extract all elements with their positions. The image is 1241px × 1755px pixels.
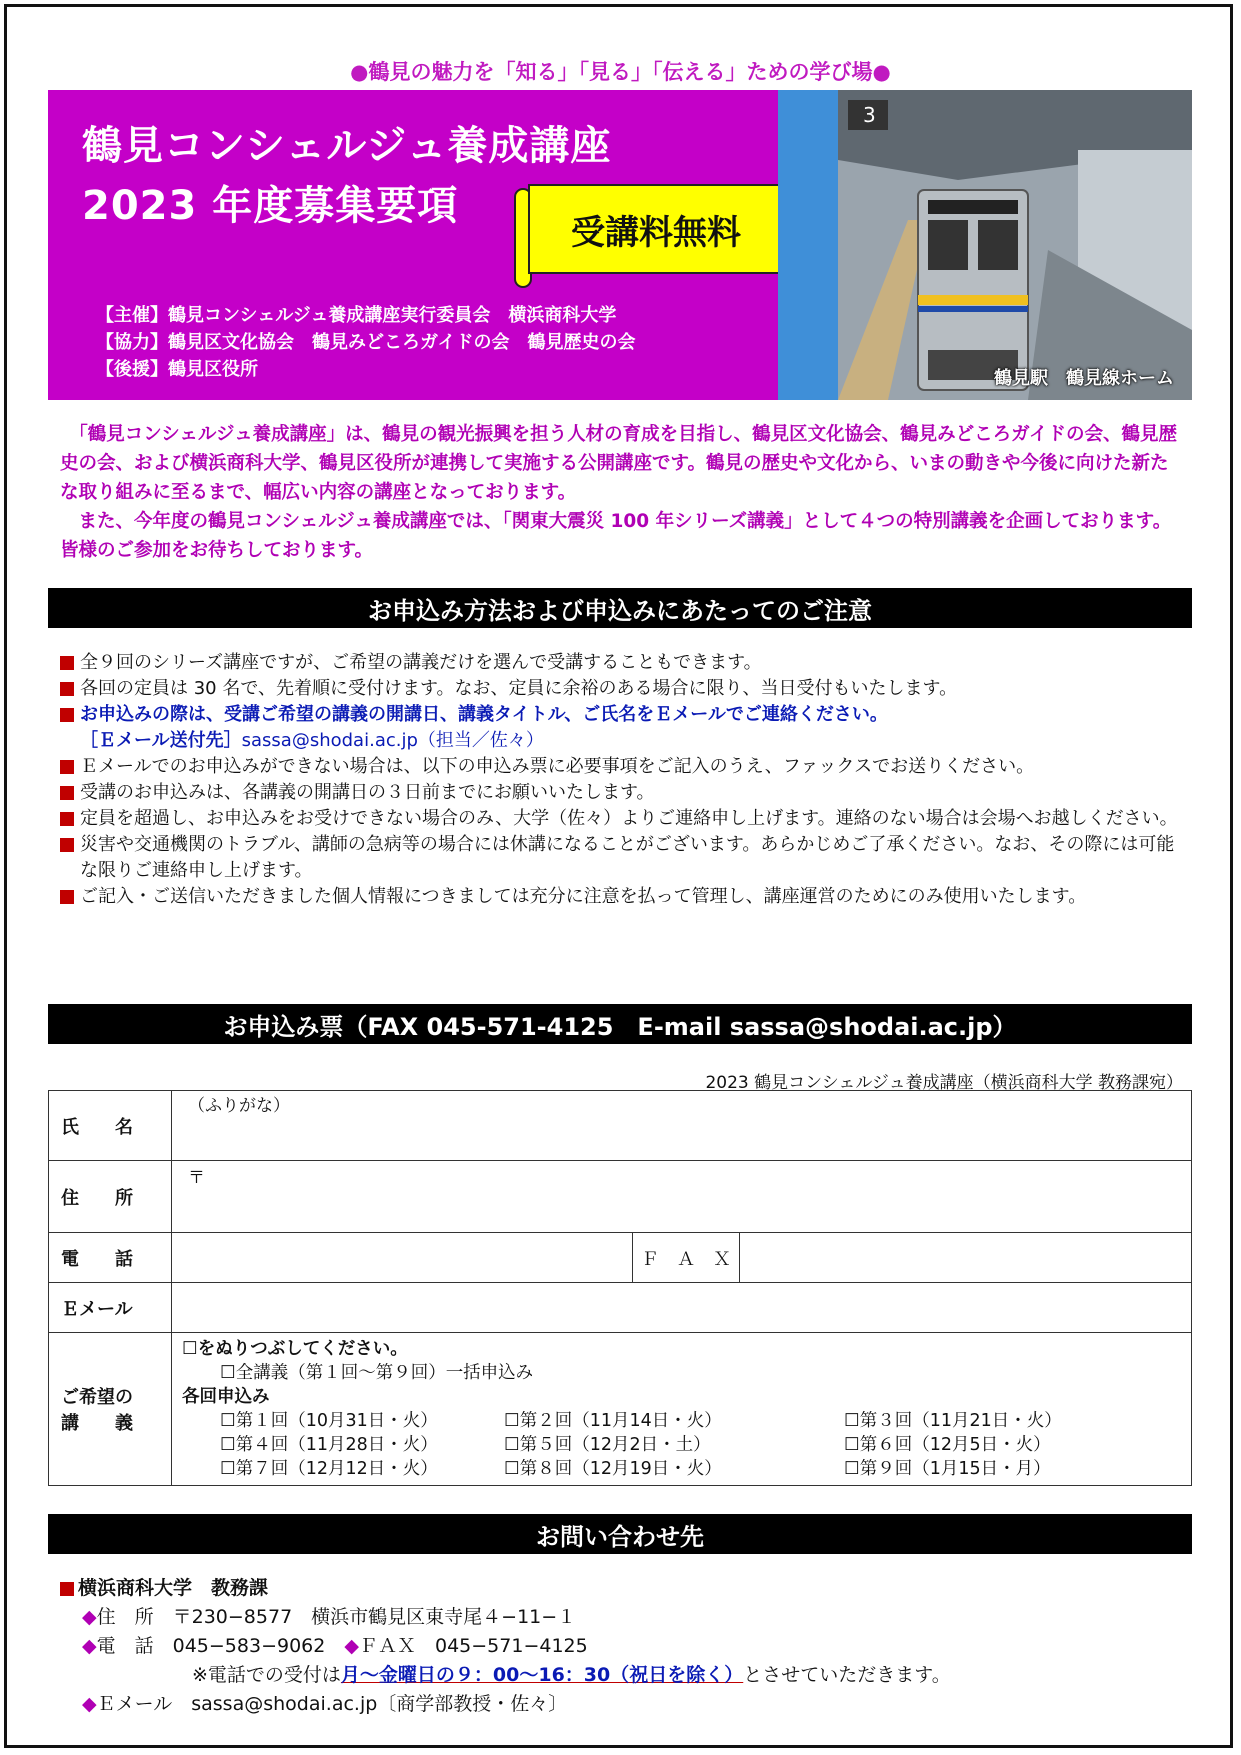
badge-label: 受講料無料 (528, 184, 784, 274)
photo-caption: 鶴見駅 鶴見線ホーム (994, 368, 1174, 389)
note-item: 各回の定員は 30 名で、先着順に受付けます。なお、定員に余裕のある場合に限り、当日受付もいたします。 (60, 676, 1190, 702)
postal-mark: 〒 (188, 1168, 205, 1188)
hours-highlight: 月～金曜日の９：00～16：30（祝日を除く） (340, 1664, 744, 1686)
section-header-form: お申込み票（FAX 045-571-4125 E-mail sassa@shodai.ac.jp） (48, 1004, 1192, 1044)
contact-email-text[interactable]: Ｅメール sassa@shodai.ac.jp〔商学部教授・佐々〕 (96, 1693, 568, 1715)
furigana-label: （ふりがな） (188, 1096, 290, 1116)
station-photo (778, 90, 1192, 400)
name-field[interactable] (172, 1091, 1192, 1161)
note-item: ご記入・ご送信いただきました個人情報につきましては充分に注意を払って管理し、講座運営のためにのみ使用いたします。 (60, 884, 1190, 910)
application-form (48, 1090, 1192, 1486)
course-choice-label: ご希望の 講 義 (49, 1333, 172, 1486)
note-item: 災害や交通機関のトラブル、講師の急病等の場合には休講になることがございます。あらかじめご了承ください。なお、その際には可能な限りご連絡申し上げます。 (60, 832, 1190, 884)
session-row (182, 1433, 1191, 1457)
each-session-label: 各回申込み (182, 1387, 270, 1407)
diamond-bullet-icon: ◆ (344, 1635, 359, 1657)
contact-org: 横浜商科大学 教務課 (60, 1574, 951, 1603)
session-checkbox-3[interactable]: ☐第３回（11月21日・火） (844, 1411, 1062, 1431)
fill-instruction: ☐をぬりつぶしてください。 (182, 1339, 408, 1359)
red-square-bullet-icon (60, 760, 74, 774)
phone-label: 電 話 (49, 1233, 172, 1283)
session-checkbox-9[interactable]: ☐第９回（1月15日・月） (844, 1459, 1051, 1479)
session-checkbox-6[interactable]: ☐第６回（12月5日・火） (844, 1435, 1051, 1455)
tagline: ●鶴見の魅力を「知る」「見る」「伝える」ための学び場● (350, 60, 891, 84)
note-item: 定員を超過し、お申込みをお受けできない場合のみ、大学（佐々）よりご連絡申し上げます。連絡のない場合は会場へお越しください。 (60, 806, 1190, 832)
intro-text (60, 420, 1185, 565)
sponsor-list (96, 302, 635, 383)
contact-hours: ※電話での受付は月～金曜日の９：00～16：30（祝日を除く）とさせていただきます。 (192, 1664, 951, 1686)
red-square-bullet-icon (60, 682, 74, 696)
intro-paragraph-1: 「鶴見コンシェルジュ養成講座」は、鶴見の観光振興を担う人材の育成を目指し、鶴見区文化協会、鶴見みどころガイドの会、鶴見歴史の会、および横浜商科大学、鶴見区役所が連携して実施する公開講座です。鶴見の歴史や文化から、いまの動きや今後に向けた新たな取り組みに至るまで、幅広い内容の講座となっております。 (60, 424, 1178, 503)
red-square-bullet-icon (60, 838, 74, 852)
diamond-bullet-icon: ◆ (82, 1693, 97, 1715)
session-row (182, 1409, 1191, 1433)
section-header-application: お申込み方法および申込みにあたってのご注意 (48, 588, 1192, 628)
session-row (182, 1457, 1191, 1481)
note-item: Ｅメールでのお申込みができない場合は、以下の申込み票に必要事項をご記入のうえ、ファックスでお送りください。 (60, 754, 1190, 780)
red-square-bullet-icon (60, 786, 74, 800)
session-checkbox-1[interactable]: ☐第１回（10月31日・火） (220, 1411, 438, 1431)
email-label: Ｅメール (49, 1283, 172, 1333)
address-field[interactable] (172, 1161, 1192, 1233)
email-field[interactable] (172, 1283, 1192, 1333)
red-square-bullet-icon (60, 708, 74, 722)
diamond-bullet-icon: ◆ (82, 1635, 97, 1657)
banner-subtitle: 2023 年度募集要項 (82, 183, 459, 229)
address-label: 住 所 (49, 1161, 172, 1233)
session-checkbox-7[interactable]: ☐第７回（12月12日・火） (220, 1459, 438, 1479)
fax-field[interactable] (740, 1233, 1192, 1283)
header-banner (48, 90, 1192, 400)
red-square-bullet-icon (60, 812, 74, 826)
section-header-contact: お問い合わせ先 (48, 1514, 1192, 1554)
banner-title: 鶴見コンシェルジュ養成講座 (82, 123, 612, 169)
contact-email (60, 1690, 951, 1719)
form-addressee: 2023 鶴見コンシェルジュ養成講座（横浜商科大学 教務課宛） (705, 1073, 1183, 1093)
contact-address: ◆住 所 〒230−8577 横浜市鶴見区東寺尾４−11−１ (82, 1606, 577, 1628)
name-label: 氏 名 (49, 1091, 172, 1161)
phone-field[interactable] (172, 1233, 633, 1283)
red-square-bullet-icon (60, 656, 74, 670)
svg-text:3: 3 (863, 103, 876, 127)
note-item: 受講のお申込みは、各講義の開講日の３日前までにお願いいたします。 (60, 780, 1190, 806)
email-link[interactable]: sassa@shodai.ac.jp（担当／佐々） (241, 730, 544, 751)
note-item: 全９回のシリーズ講座ですが、ご希望の講義だけを選んで受講することもできます。 (60, 650, 1190, 676)
sponsor-support: 【後援】鶴見区役所 (96, 359, 258, 380)
note-item-email-instruction: お申込みの際は、受講ご希望の講義の開講日、講義タイトル、ご氏名をＥメールでご連絡ください。 (60, 702, 1190, 728)
red-square-bullet-icon (60, 1582, 74, 1596)
contact-info (60, 1574, 951, 1719)
session-checkbox-5[interactable]: ☐第５回（12月2日・土） (504, 1435, 711, 1455)
intro-paragraph-2: また、今年度の鶴見コンシェルジュ養成講座では、「関東大震災 100 年シリーズ講義」として４つの特別講義を企画しております。皆様のご参加をお待ちしております。 (60, 511, 1172, 561)
course-choice-field (172, 1333, 1192, 1486)
application-notes (60, 650, 1190, 910)
red-square-bullet-icon (60, 890, 74, 904)
all-sessions-checkbox[interactable]: ☐全講義（第１回～第９回）一括申込み (220, 1363, 534, 1383)
sponsor-organizer: 【主催】鶴見コンシェルジュ養成講座実行委員会 横浜商科大学 (96, 305, 617, 326)
fax-label: Ｆ Ａ Ｘ (633, 1233, 740, 1283)
sponsor-cooperation: 【協力】鶴見区文化協会 鶴見みどころガイドの会 鶴見歴史の会 (96, 332, 636, 353)
session-checkbox-4[interactable]: ☐第４回（11月28日・火） (220, 1435, 438, 1455)
diamond-bullet-icon: ◆ (82, 1606, 97, 1628)
email-destination: ［Ｅメール送付先］sassa@shodai.ac.jp（担当／佐々） (80, 730, 544, 751)
session-checkbox-8[interactable]: ☐第８回（12月19日・火） (504, 1459, 722, 1479)
contact-phone-fax: ◆電 話 045−583−9062 ◆ＦＡＸ 045−571−4125 (82, 1635, 588, 1657)
free-tuition-badge (510, 174, 810, 284)
session-checkbox-2[interactable]: ☐第２回（11月14日・火） (504, 1411, 722, 1431)
